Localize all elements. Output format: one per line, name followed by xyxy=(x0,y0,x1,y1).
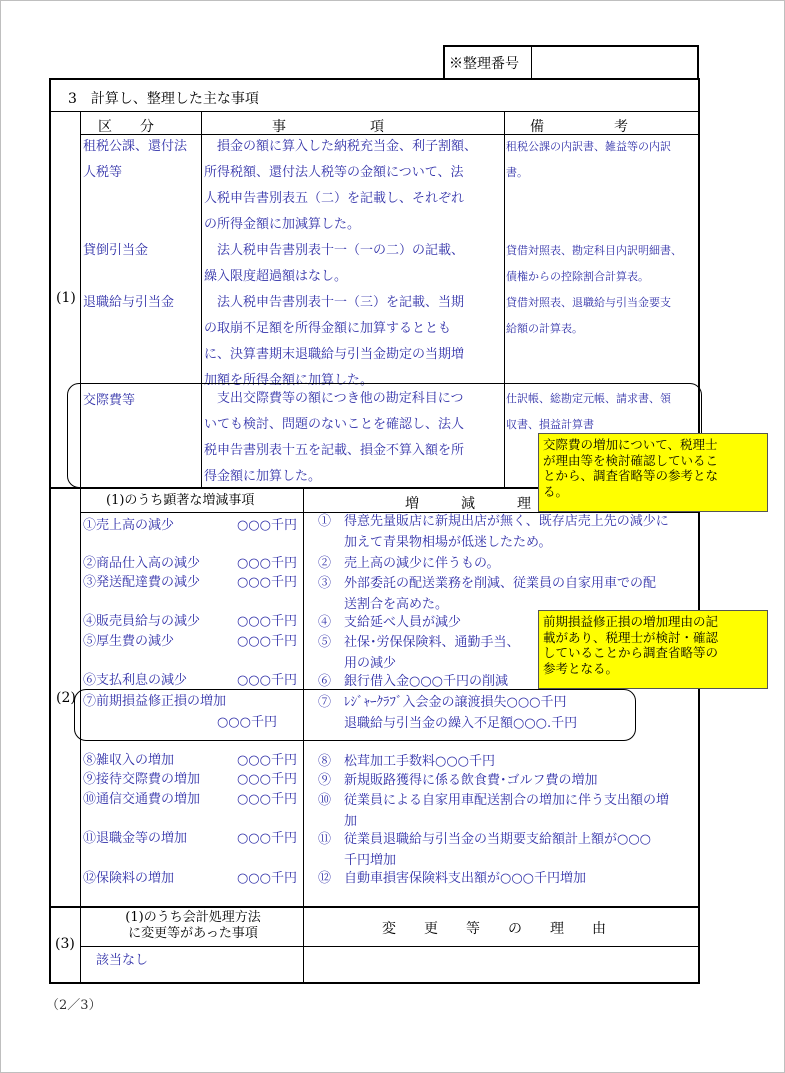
list-item-reason: ⑨ 新規販路獲得に係る飲食費･ゴルフ費の増加 xyxy=(318,773,598,788)
part3-header-right: 変 更 等 の 理 由 xyxy=(382,921,606,937)
row4-remarks: 仕訳帳、総勘定元帳、請求書、領 収書、損益計算書 xyxy=(506,392,671,431)
row1-matter: 損金の額に算入した納税充当金、利子割額、 所得税額、還付法人税等の金額について、法 人税申告書別表五（二）を記載し、それぞれ の所得金額に加減算した。 xyxy=(204,139,478,232)
list-item: ⑪退職金等の増加 ○○○千円 xyxy=(83,831,297,846)
list-item-reason: ⑩ 従業員による自家用車配送割合の増加に伴う支出額の増 加 xyxy=(318,793,670,829)
part2-header-items: (1)のうち顕著な増減事項 xyxy=(106,493,255,508)
row2-remarks: 貸借対照表、勘定科目内訳明細書、 債権からの控除割合計算表。 xyxy=(506,244,682,283)
row3-remarks: 貸借対照表、退職給与引当金要支 給額の計算表。 xyxy=(506,296,671,335)
list-item-reason: ⑫ 自動車損害保険料支出額が○○○千円増加 xyxy=(318,871,587,886)
list-item-reason: ⑤ 社保･労保保険料、通勤手当、 用の減少 xyxy=(318,635,520,671)
highlight-box-prior-period xyxy=(74,689,636,741)
list-item: ⑫保険料の増加 ○○○千円 xyxy=(83,871,297,886)
list-item: ⑤厚生費の減少 ○○○千円 xyxy=(83,634,297,649)
row3-matter: 法人税申告書別表十一（三）を記載、当期 の取崩不足額を所得金額に加算するととも に、決算書期末退職給与引当金勘定の当期増 加額を所得金額に加算した。 xyxy=(204,295,465,388)
ref-number-input[interactable] xyxy=(533,47,697,77)
annotation-note-entertainment: 交際費の増加について、税理士 が理由等を検討確認しているこ とから、調査省略等の参考とな る。 xyxy=(538,433,768,512)
row4-category: 交際費等 xyxy=(83,393,136,408)
list-item: ⑥支払利息の減少 ○○○千円 xyxy=(83,673,297,688)
list-item: ①売上高の減少 ○○○千円 xyxy=(83,518,297,533)
page-number: （2／3） xyxy=(46,998,102,1013)
list-item: ⑦前期損益修正損の増加 ○○○千円 xyxy=(83,694,277,730)
part3-value: 該当なし xyxy=(96,953,149,968)
list-item-reason: ④ 支給延べ人員が減少 xyxy=(318,615,462,630)
list-item: ③発送配達費の減少 ○○○千円 xyxy=(83,575,297,590)
row4-matter: 支出交際費等の額につき他の勘定科目につ いても検討、問題のないことを確認し、法人 税申告書別表十五を記載、損金不算入額を所 得金額に加算した。 xyxy=(204,391,465,484)
part2-header-reason: 増 減 理 xyxy=(405,496,531,512)
ref-number-label: ※整理番号 xyxy=(449,56,519,72)
part1-label: (1) xyxy=(56,290,76,306)
list-item-reason: ⑧ 松茸加工手数料○○○千円 xyxy=(318,754,496,769)
row1-category: 租税公課、還付法 人税等 xyxy=(83,139,188,180)
section-title: 3 計算し、整理した主な事項 xyxy=(68,91,259,107)
list-item-reason: ⑦ ﾚｼﾞｬｰｸﾗﾌﾞ入会金の譲渡損失○○○千円 退職給与引当金の繰入不足額○○○.千円 xyxy=(318,695,578,731)
list-item-reason: ① 得意先量販店に新規出店が無く、既存店売上先の減少に 加えて青果物相場が低迷したため。 xyxy=(318,514,669,550)
list-item: ④販売員給与の減少 ○○○千円 xyxy=(83,614,297,629)
part3-header-left: (1)のうち会計処理方法 に変更等があった事項 xyxy=(125,910,261,941)
list-item: ②商品仕入高の減少 ○○○千円 xyxy=(83,556,297,571)
list-item-reason: ⑪ 従業員退職給与引当金の当期要支給額計上額が○○○ 千円増加 xyxy=(318,832,652,868)
header-remarks: 備 考 xyxy=(530,119,628,135)
row2-matter: 法人税申告書別表十一（一の二）の記載、 繰入限度超過額はなし。 xyxy=(204,243,465,284)
header-category: 区 分 xyxy=(98,119,154,135)
list-item: ⑩通信交通費の増加 ○○○千円 xyxy=(83,792,297,807)
list-item: ⑨接待交際費の増加 ○○○千円 xyxy=(83,772,297,787)
list-item-reason: ② 売上高の減少に伴うもの。 xyxy=(318,556,500,571)
list-item-reason: ③ 外部委託の配送業務を削減、従業員の自家用車での配 送割合を高めた。 xyxy=(318,576,657,612)
row3-category: 退職給与引当金 xyxy=(83,295,175,310)
header-matter: 事 項 xyxy=(272,119,384,135)
list-item: ⑧雑収入の増加 ○○○千円 xyxy=(83,753,297,768)
part3-label: (3) xyxy=(55,936,75,952)
list-item-reason: ⑥ 銀行借入金○○○千円の削減 xyxy=(318,674,509,689)
annotation-note-prior-period: 前期損益修正損の増加理由の記 載があり、税理士が検討・確認 していることから調査省略等の 参考となる。 xyxy=(538,610,768,689)
row2-category: 貸倒引当金 xyxy=(83,243,149,258)
row1-remarks: 租税公課の内訳書、雑益等の内訳 書。 xyxy=(506,140,671,179)
part2-label: (2) xyxy=(56,690,76,706)
part3-reason-input[interactable] xyxy=(305,948,697,981)
